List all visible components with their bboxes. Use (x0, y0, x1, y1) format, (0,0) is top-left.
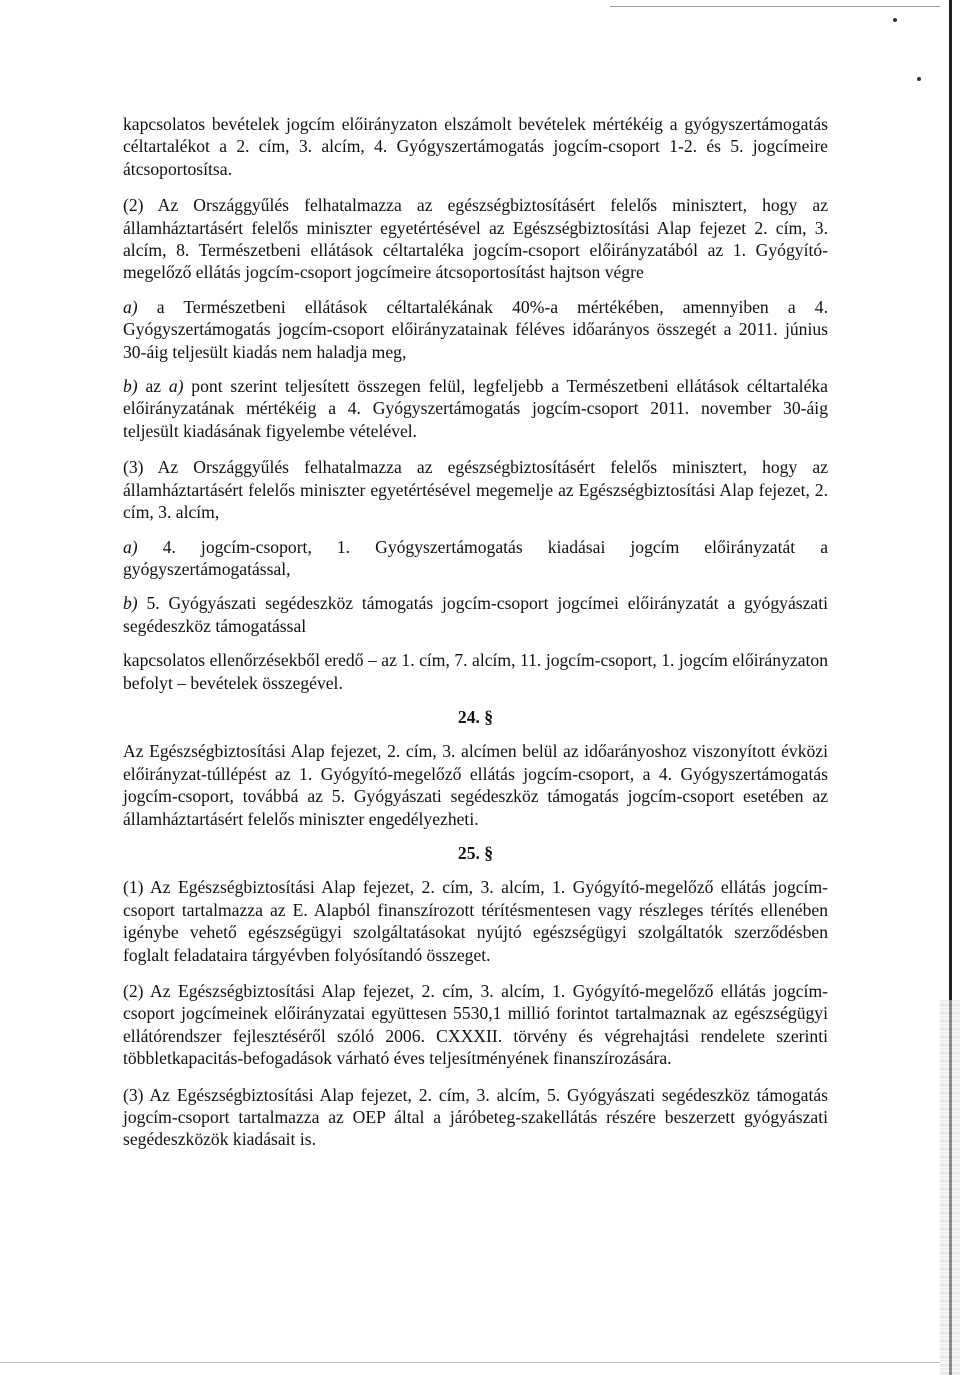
item-text-3a: 4. jogcím-csoport, 1. Gyógyszertámogatás kiadásai jogcím előirányzatát a gyógyszertámogatással, (123, 536, 828, 579)
paragraph-2-b (123, 375, 828, 442)
item-label-3b: b) (123, 593, 138, 614)
paragraph-25-1: (1) Az Egészségbiztosítási Alap fejezet, 2. cím, 3. alcím, 1. Gyógyító-megelőző ellátás jogcím-csoport tartalmazza az E. Alapból finanszírozott térítésmentesen vagy részleges térítés ellenében igénybe vehető egészségügyi szolgáltatásokat nyújtó egészségügyi szolgáltatók szerződésben foglalt feladataira tárgyévben folyósítandó összeget. (123, 877, 828, 965)
section-heading-25: 25. § (457, 842, 494, 863)
item-label-b: b) (123, 376, 138, 397)
paragraph-25-2: (2) Az Egészségbiztosítási Alap fejezet, 2. cím, 3. alcím, 1. Gyógyító-megelőző ellátás jogcím-csoport jogcímeinek előirányzatai együttesen 5530,1 millió forintot tartalmaznak az egészségügyi ellátórendszer fejlesztéséről szóló 2006. CXXXII. törvény és végrehajtási rendelete szerinti többletkapacitás-befogadások várható éves teljesítményének finanszírozására. (123, 981, 828, 1069)
paragraph-3-b (123, 592, 828, 637)
item-text-3b: 5. Gyógyászati segédeszköz támogatás jogcím-csoport jogcímei előirányzatát a gyógyászati segédeszköz támogatással (123, 593, 828, 636)
paragraph-2: (2) Az Országgyűlés felhatalmazza az egészségbiztosításért felelős minisztert, hogy az államháztartásért felelős miniszter egyetértésével az Egészségbiztosítási Alap fejezet 2. cím, 3. alcím, 8. Természetbeni ellátások céltartaléka jogcím-csoport előirányzatából az 1. Gyógyító-megelőző ellátás jogcím-csoport jogcímeire átcsoportosítást hajtson végre (123, 195, 828, 283)
scan-edge-line-top (610, 6, 940, 7)
scan-edge-noise (940, 1000, 960, 1375)
scan-speck (893, 18, 897, 22)
item-label-a: a) (123, 296, 138, 317)
item-ref-a: a) (168, 376, 184, 397)
paragraph-intro: kapcsolatos bevételek jogcím előirányzaton elszámolt bevételek mértékéig a gyógyszertámogatás céltartalékot a 2. cím, 3. alcím, 4. Gyógyszertámogatás jogcím-csoport 1-2. és 5. jogcímeire átcsoportosítsa. (123, 114, 828, 179)
paragraph-25-3: (3) Az Egészségbiztosítási Alap fejezet, 2. cím, 3. alcím, 5. Gyógyászati segédeszköz támogatás jogcím-csoport tartalmazza az OEP által a járóbeteg-szakellátás részére beszerzett gyógyászati segédeszközök kiadásait is. (123, 1084, 828, 1150)
document-body (123, 113, 828, 1151)
scan-speck (917, 77, 921, 81)
item-label-3a: a) (123, 536, 138, 557)
item-text-b-mid: az (137, 376, 169, 397)
section-heading-24: 24. § (457, 706, 494, 727)
paragraph-3-a (123, 536, 828, 581)
paragraph-3-tail: kapcsolatos ellenőrzésekből eredő – az 1. cím, 7. alcím, 11. jogcím-csoport, 1. jogcím előirányzaton befolyt – bevételek összegével. (123, 650, 828, 693)
scan-edge-line-bottom (0, 1362, 940, 1363)
item-text-b: pont szerint teljesített összegen felül, legfeljebb a Természetbeni ellátások céltartaléka előirányzatának mértékéig a 4. Gyógyszertámogatás jogcím-csoport 2011. november 30-áig teljesült kiadásának figyelembe vételével. (123, 376, 828, 441)
item-text-a: a Természetbeni ellátások céltartalékának 40%-a mértékében, amennyiben a 4. Gyógyszertámogatás jogcím-csoport előirányzatainak féléves időarányos összegét a 2011. június 30-áig teljesült kiadás nem haladja meg, (123, 296, 828, 362)
paragraph-3: (3) Az Országgyűlés felhatalmazza az egészségbiztosításért felelős minisztert, hogy az államháztartásért felelős miniszter egyetértésével megemelje az Egészségbiztosítási Alap fejezet, 2. cím, 3. alcím, (123, 457, 828, 523)
paragraph-2-a (123, 296, 828, 363)
paragraph-24: Az Egészségbiztosítási Alap fejezet, 2. cím, 3. alcímen belül az időarányoshoz viszonyított évközi előirányzat-túllépést az 1. Gyógyító-megelőző ellátás jogcím-csoport, a 4. Gyógyszertámogatás jogcím-csoport, továbbá az 5. Gyógyászati segédeszköz támogatás jogcím-csoport esetében az államháztartásért felelős miniszter engedélyezheti. (123, 741, 828, 829)
